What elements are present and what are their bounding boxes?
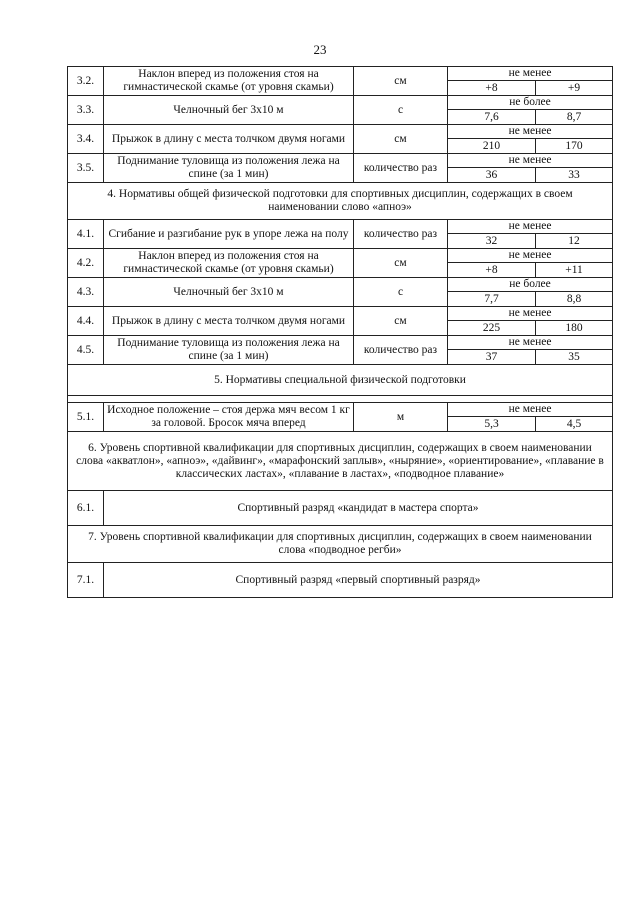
exercise-name: Сгибание и разгибание рук в упоре лежа на полу bbox=[104, 220, 354, 249]
value-female: 170 bbox=[536, 139, 613, 154]
value-male: 7,6 bbox=[448, 110, 536, 125]
value-male: 7,7 bbox=[448, 292, 536, 307]
value-male: 37 bbox=[448, 350, 536, 365]
value-male: +8 bbox=[448, 263, 536, 278]
unit-cell: с bbox=[354, 278, 448, 307]
unit-cell: см bbox=[354, 249, 448, 278]
row-number: 4.4. bbox=[68, 307, 104, 336]
table-row bbox=[68, 249, 613, 263]
unit-cell: см bbox=[354, 67, 448, 96]
section-4-title: 4. Нормативы общей физической подготовки для спортивных дисциплин, содержащих в своем наименовании слово «апноэ» bbox=[68, 183, 613, 220]
exercise-name: Поднимание туловища из положения лежа на спине (за 1 мин) bbox=[104, 154, 354, 183]
table-row bbox=[68, 220, 613, 234]
section-header bbox=[68, 183, 613, 220]
table-row bbox=[68, 403, 613, 417]
condition-cell: не менее bbox=[448, 220, 613, 234]
exercise-name: Наклон вперед из положения стоя на гимнастической скамье (от уровня скамьи) bbox=[104, 249, 354, 278]
unit-cell: см bbox=[354, 125, 448, 154]
table-row bbox=[68, 278, 613, 292]
exercise-name: Наклон вперед из положения стоя на гимнастической скамье (от уровня скамьи) bbox=[104, 67, 354, 96]
table-row bbox=[68, 154, 613, 168]
row-number: 7.1. bbox=[68, 563, 104, 598]
condition-cell: не менее bbox=[448, 403, 613, 417]
value-male: 225 bbox=[448, 321, 536, 336]
value-female: 8,7 bbox=[536, 110, 613, 125]
condition-cell: не более bbox=[448, 96, 613, 110]
section-divider bbox=[68, 396, 613, 403]
value-female: +9 bbox=[536, 81, 613, 96]
row-number: 4.1. bbox=[68, 220, 104, 249]
row-number: 3.4. bbox=[68, 125, 104, 154]
qualification-text: Спортивный разряд «первый спортивный разряд» bbox=[104, 563, 613, 598]
section-header bbox=[68, 365, 613, 396]
value-male: 32 bbox=[448, 234, 536, 249]
row-number: 3.3. bbox=[68, 96, 104, 125]
unit-cell: м bbox=[354, 403, 448, 432]
section-7-title: 7. Уровень спортивной квалификации для спортивных дисциплин, содержащих в своем наименовании слова «подводное регби» bbox=[68, 526, 613, 563]
row-number: 4.5. bbox=[68, 336, 104, 365]
table-row bbox=[68, 125, 613, 139]
table-row bbox=[68, 491, 613, 526]
unit-cell: количество раз bbox=[354, 220, 448, 249]
condition-cell: не более bbox=[448, 278, 613, 292]
table-row bbox=[68, 67, 613, 81]
row-number: 3.2. bbox=[68, 67, 104, 96]
norms-table bbox=[67, 66, 613, 598]
row-number: 3.5. bbox=[68, 154, 104, 183]
row-number: 6.1. bbox=[68, 491, 104, 526]
table-row bbox=[68, 96, 613, 110]
page-number: 23 bbox=[313, 42, 327, 57]
value-female: 12 bbox=[536, 234, 613, 249]
value-female: +11 bbox=[536, 263, 613, 278]
exercise-name: Челночный бег 3х10 м bbox=[104, 278, 354, 307]
row-number: 5.1. bbox=[68, 403, 104, 432]
row-number: 4.3. bbox=[68, 278, 104, 307]
row-number: 4.2. bbox=[68, 249, 104, 278]
exercise-name: Прыжок в длину с места толчком двумя ногами bbox=[104, 125, 354, 154]
value-male: +8 bbox=[448, 81, 536, 96]
value-male: 5,3 bbox=[448, 417, 536, 432]
condition-cell: не менее bbox=[448, 307, 613, 321]
unit-cell: количество раз bbox=[354, 336, 448, 365]
value-female: 33 bbox=[536, 168, 613, 183]
unit-cell: с bbox=[354, 96, 448, 125]
section-6-title: 6. Уровень спортивной квалификации для спортивных дисциплин, содержащих в своем наименовании слова «акватлон», «апноэ», «дайвинг», «марафонский заплыв», «ныряние», «ориентирование», «плавание в классических ластах», «плавание в ластах», «подводное плавание» bbox=[68, 432, 613, 491]
value-female: 180 bbox=[536, 321, 613, 336]
table-row bbox=[68, 563, 613, 598]
exercise-name: Исходное положение – стоя держа мяч весом 1 кг за головой. Бросок мяча вперед bbox=[104, 403, 354, 432]
condition-cell: не менее bbox=[448, 67, 613, 81]
value-female: 8,8 bbox=[536, 292, 613, 307]
value-female: 4,5 bbox=[536, 417, 613, 432]
value-female: 35 bbox=[536, 350, 613, 365]
unit-cell: количество раз bbox=[354, 154, 448, 183]
condition-cell: не менее bbox=[448, 154, 613, 168]
exercise-name: Челночный бег 3х10 м bbox=[104, 96, 354, 125]
condition-cell: не менее bbox=[448, 336, 613, 350]
value-male: 36 bbox=[448, 168, 536, 183]
qualification-text: Спортивный разряд «кандидат в мастера спорта» bbox=[104, 491, 613, 526]
exercise-name: Прыжок в длину с места толчком двумя ногами bbox=[104, 307, 354, 336]
section-header bbox=[68, 432, 613, 491]
exercise-name: Поднимание туловища из положения лежа на спине (за 1 мин) bbox=[104, 336, 354, 365]
unit-cell: см bbox=[354, 307, 448, 336]
table-row bbox=[68, 336, 613, 350]
table-row bbox=[68, 307, 613, 321]
section-header bbox=[68, 526, 613, 563]
value-male: 210 bbox=[448, 139, 536, 154]
condition-cell: не менее bbox=[448, 249, 613, 263]
section-5-title: 5. Нормативы специальной физической подготовки bbox=[68, 365, 613, 396]
condition-cell: не менее bbox=[448, 125, 613, 139]
